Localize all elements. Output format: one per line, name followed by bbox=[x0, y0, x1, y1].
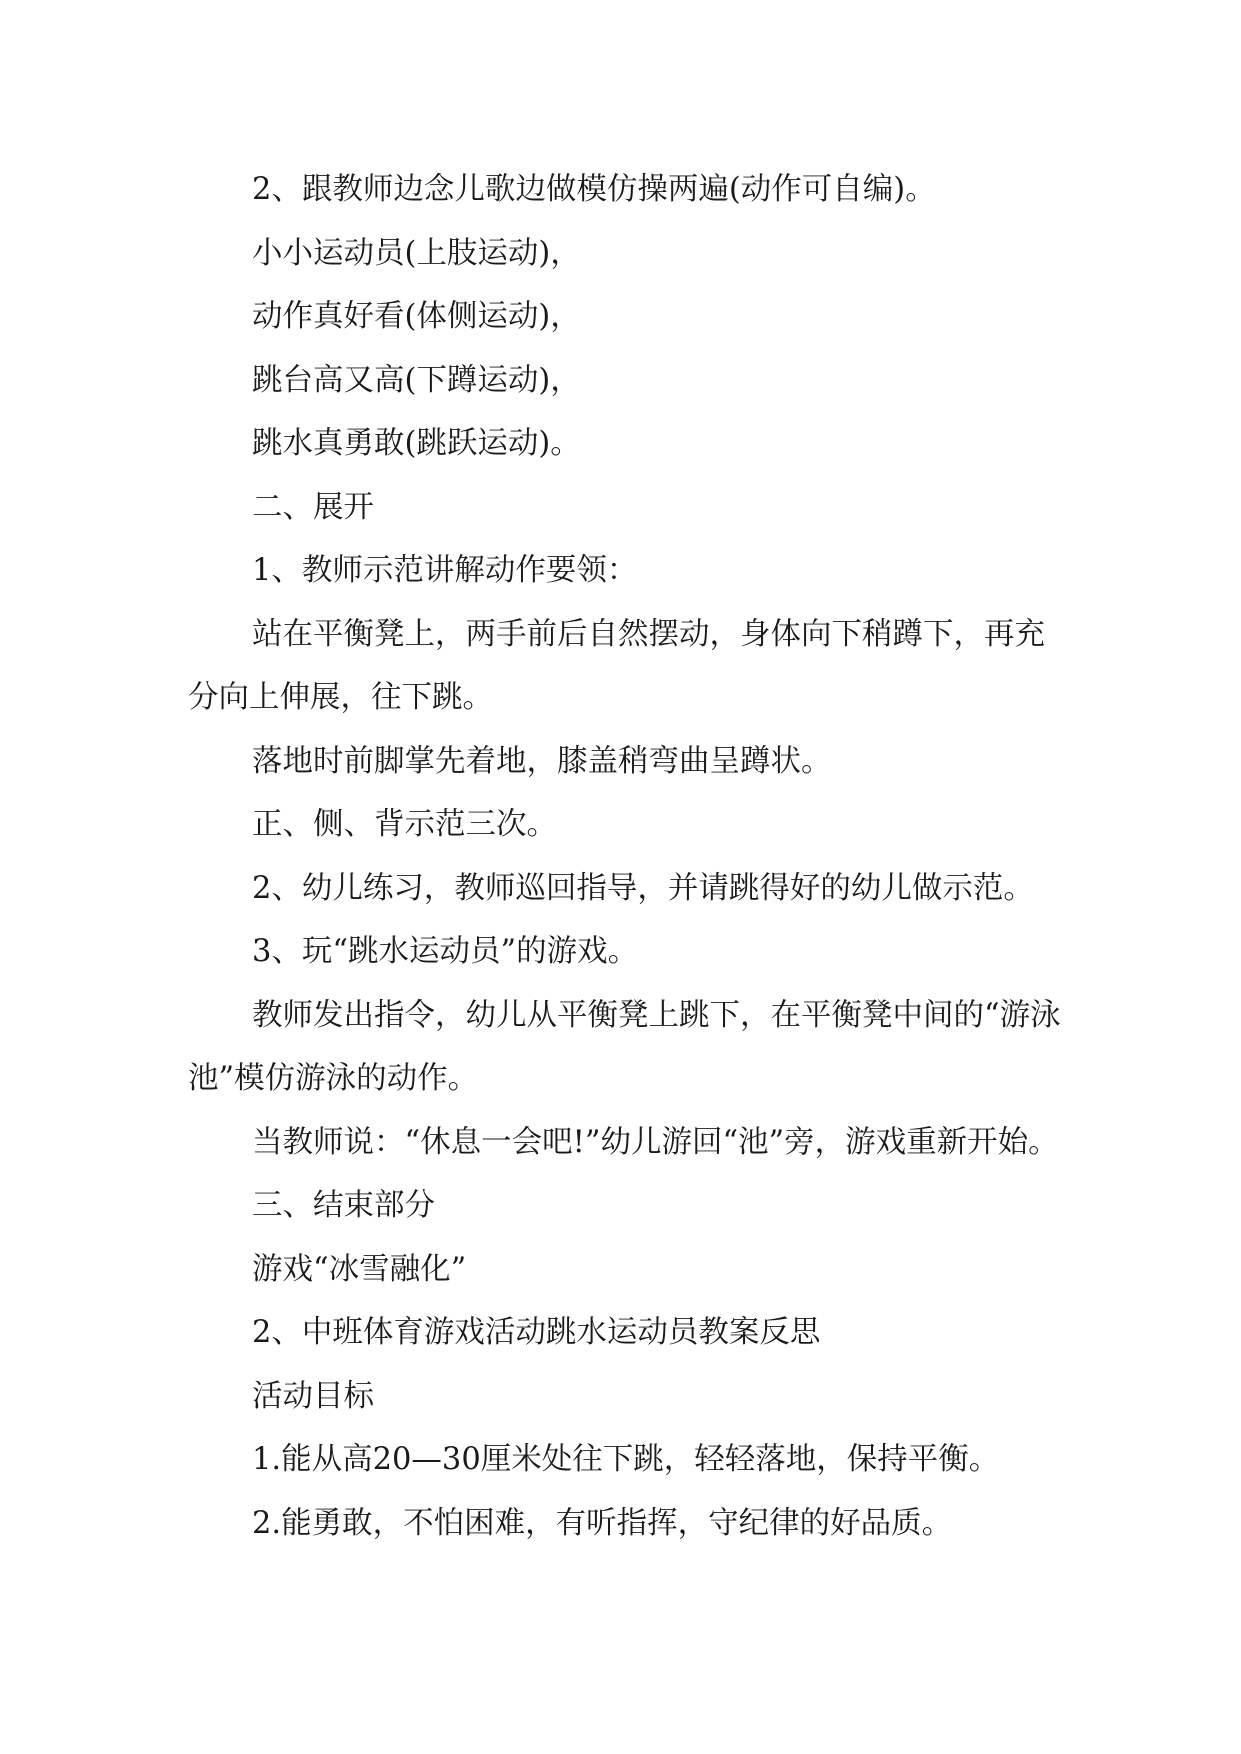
paragraph: 1.能从高20—30厘米处往下跳，轻轻落地，保持平衡。 bbox=[252, 1442, 1000, 1477]
paragraph: 小小运动员(上肢运动)， bbox=[252, 235, 581, 271]
paragraph: 正、侧、背示范三次。 bbox=[252, 807, 557, 842]
paragraph: 1、教师示范讲解动作要领： bbox=[252, 553, 638, 588]
section-heading: 二、展开 bbox=[252, 489, 374, 525]
paragraph: 2、中班体育游戏活动跳水运动员教案反思 bbox=[252, 1315, 821, 1350]
document-body bbox=[188, 158, 1068, 1555]
paragraph: 游戏“冰雪融化” bbox=[252, 1251, 467, 1287]
paragraph: 落地时前脚掌先着地，膝盖稍弯曲呈蹲状。 bbox=[252, 743, 832, 779]
paragraph: 2、幼儿练习，教师巡回指导，并请跳得好的幼儿做示范。 bbox=[252, 870, 1034, 906]
section-heading: 三、结束部分 bbox=[252, 1188, 435, 1223]
paragraph: 跳水真勇敢(跳跃运动)。 bbox=[252, 426, 581, 461]
section-heading: 活动目标 bbox=[252, 1378, 374, 1414]
paragraph: 动作真好看(体侧运动)， bbox=[252, 299, 581, 334]
paragraph: 当教师说：“休息一会吧!”幼儿游回“池”旁，游戏重新开始。 bbox=[252, 1124, 1059, 1160]
paragraph: 3、玩“跳水运动员”的游戏。 bbox=[252, 934, 639, 969]
paragraph: 跳台高又高(下蹲运动)， bbox=[252, 362, 581, 398]
paragraph: 教师发出指令，幼儿从平衡凳上跳下，在平衡凳中间的“游泳池”模仿游泳的动作。 bbox=[188, 997, 1061, 1096]
paragraph: 站在平衡凳上，两手前后自然摆动，身体向下稍蹲下，再充分向上伸展，往下跳。 bbox=[188, 616, 1045, 715]
paragraph: 2、跟教师边念儿歌边做模仿操两遍(动作可自编)。 bbox=[252, 172, 936, 207]
paragraph: 2.能勇敢，不怕困难，有听指挥，守纪律的好品质。 bbox=[252, 1505, 953, 1541]
